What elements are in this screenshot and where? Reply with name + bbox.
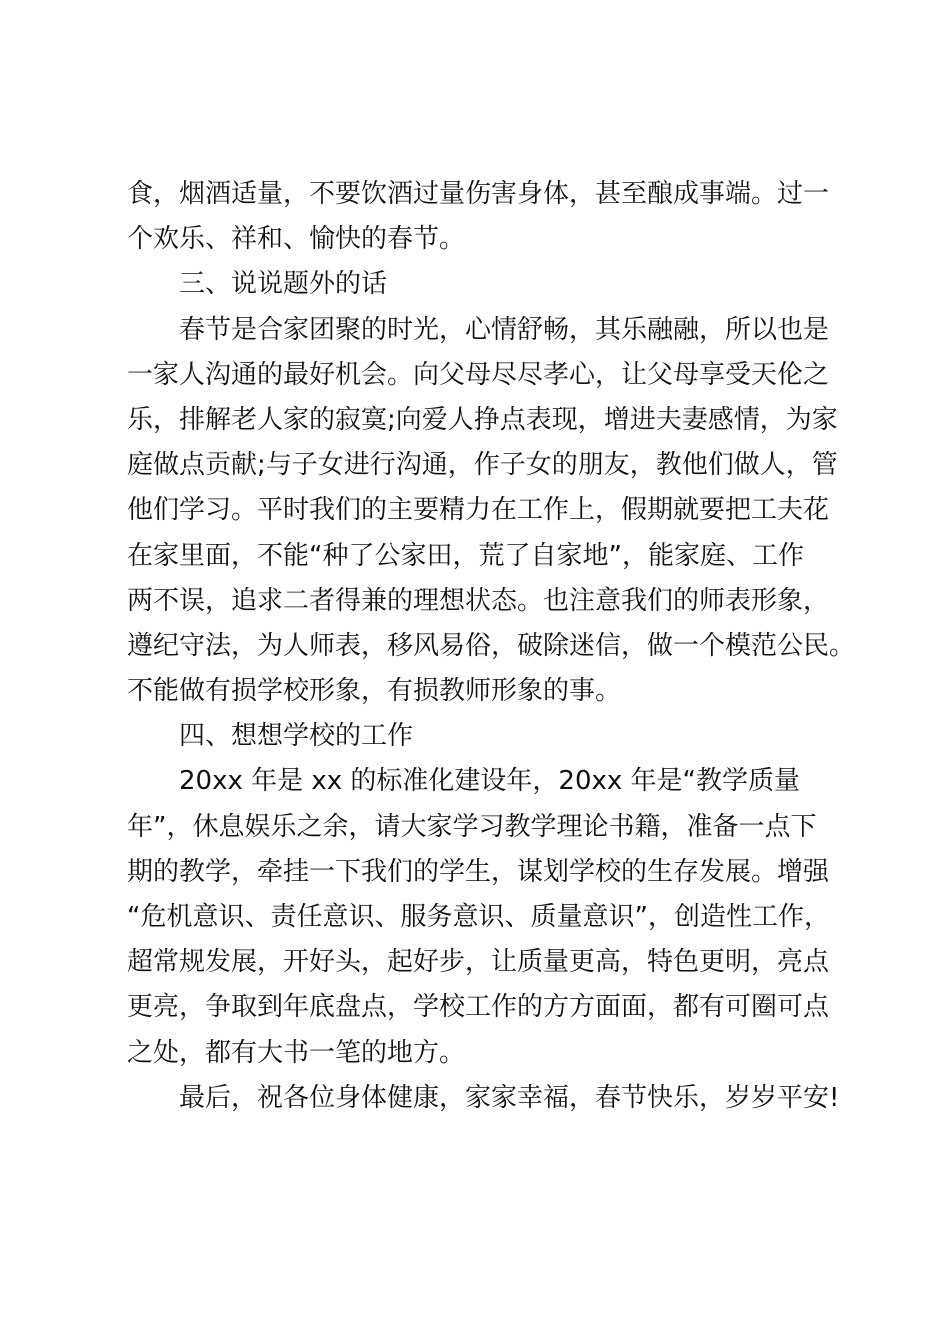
body-text-line: 春节是合家团聚的时光，心情舒畅，其乐融融，所以也是 <box>179 314 830 345</box>
body-text-line: 更亮，争取到年底盘点，学校工作的方方面面，都有可圈可点 <box>127 992 830 1023</box>
body-text-line: 不能做有损学校形象，有损教师形象的事。 <box>127 676 622 707</box>
body-text-line: 个欢乐、祥和、愉快的春节。 <box>127 224 466 255</box>
body-text-line: 年”，休息娱乐之余，请大家学习教学理论书籍，准备一点下 <box>127 811 817 842</box>
section-heading: 三、说说题外的话 <box>179 269 388 300</box>
document-body <box>127 172 856 1121</box>
body-text-line: 在家里面，不能“种了公家田，荒了自家地”，能家庭、工作 <box>127 540 804 571</box>
body-text-line: 两不误，追求二者得兼的理想状态。也注意我们的师表形象， <box>127 585 830 616</box>
closing-line: 最后，祝各位身体健康，家家幸福，春节快乐，岁岁平安! <box>179 1082 840 1113</box>
body-text-line: 之处，都有大书一笔的地方。 <box>127 1037 466 1068</box>
body-text-line: 超常规发展，开好头，起好步，让质量更高，特色更明，亮点 <box>127 947 830 978</box>
body-text-line: 期的教学，牵挂一下我们的学生，谋划学校的生存发展。增强 <box>127 856 830 887</box>
body-text-line: 20xx 年是 xx 的标准化建设年，20xx 年是“教学质量 <box>179 766 801 797</box>
body-text-line: 他们学习。平时我们的主要精力在工作上，假期就要把工夫花 <box>127 495 830 526</box>
body-text-line: 乐，排解老人家的寂寞;向爱人挣点表现，增进夫妻感情，为家 <box>127 404 838 435</box>
body-text-line: 食，烟酒适量，不要饮酒过量伤害身体，甚至酿成事端。过一 <box>127 179 830 209</box>
body-text-line: 庭做点贡献;与子女进行沟通，作子女的朋友，教他们做人，管 <box>127 450 838 481</box>
body-text-line: 一家人沟通的最好机会。向父母尽尽孝心，让父母享受天伦之 <box>127 359 830 390</box>
body-text-line: 遵纪守法，为人师表，移风易俗，破除迷信，做一个模范公民。 <box>127 630 856 661</box>
body-text-line: “危机意识、责任意识、服务意识、质量意识”，创造性工作， <box>127 902 830 932</box>
section-heading: 四、想想学校的工作 <box>179 721 414 752</box>
